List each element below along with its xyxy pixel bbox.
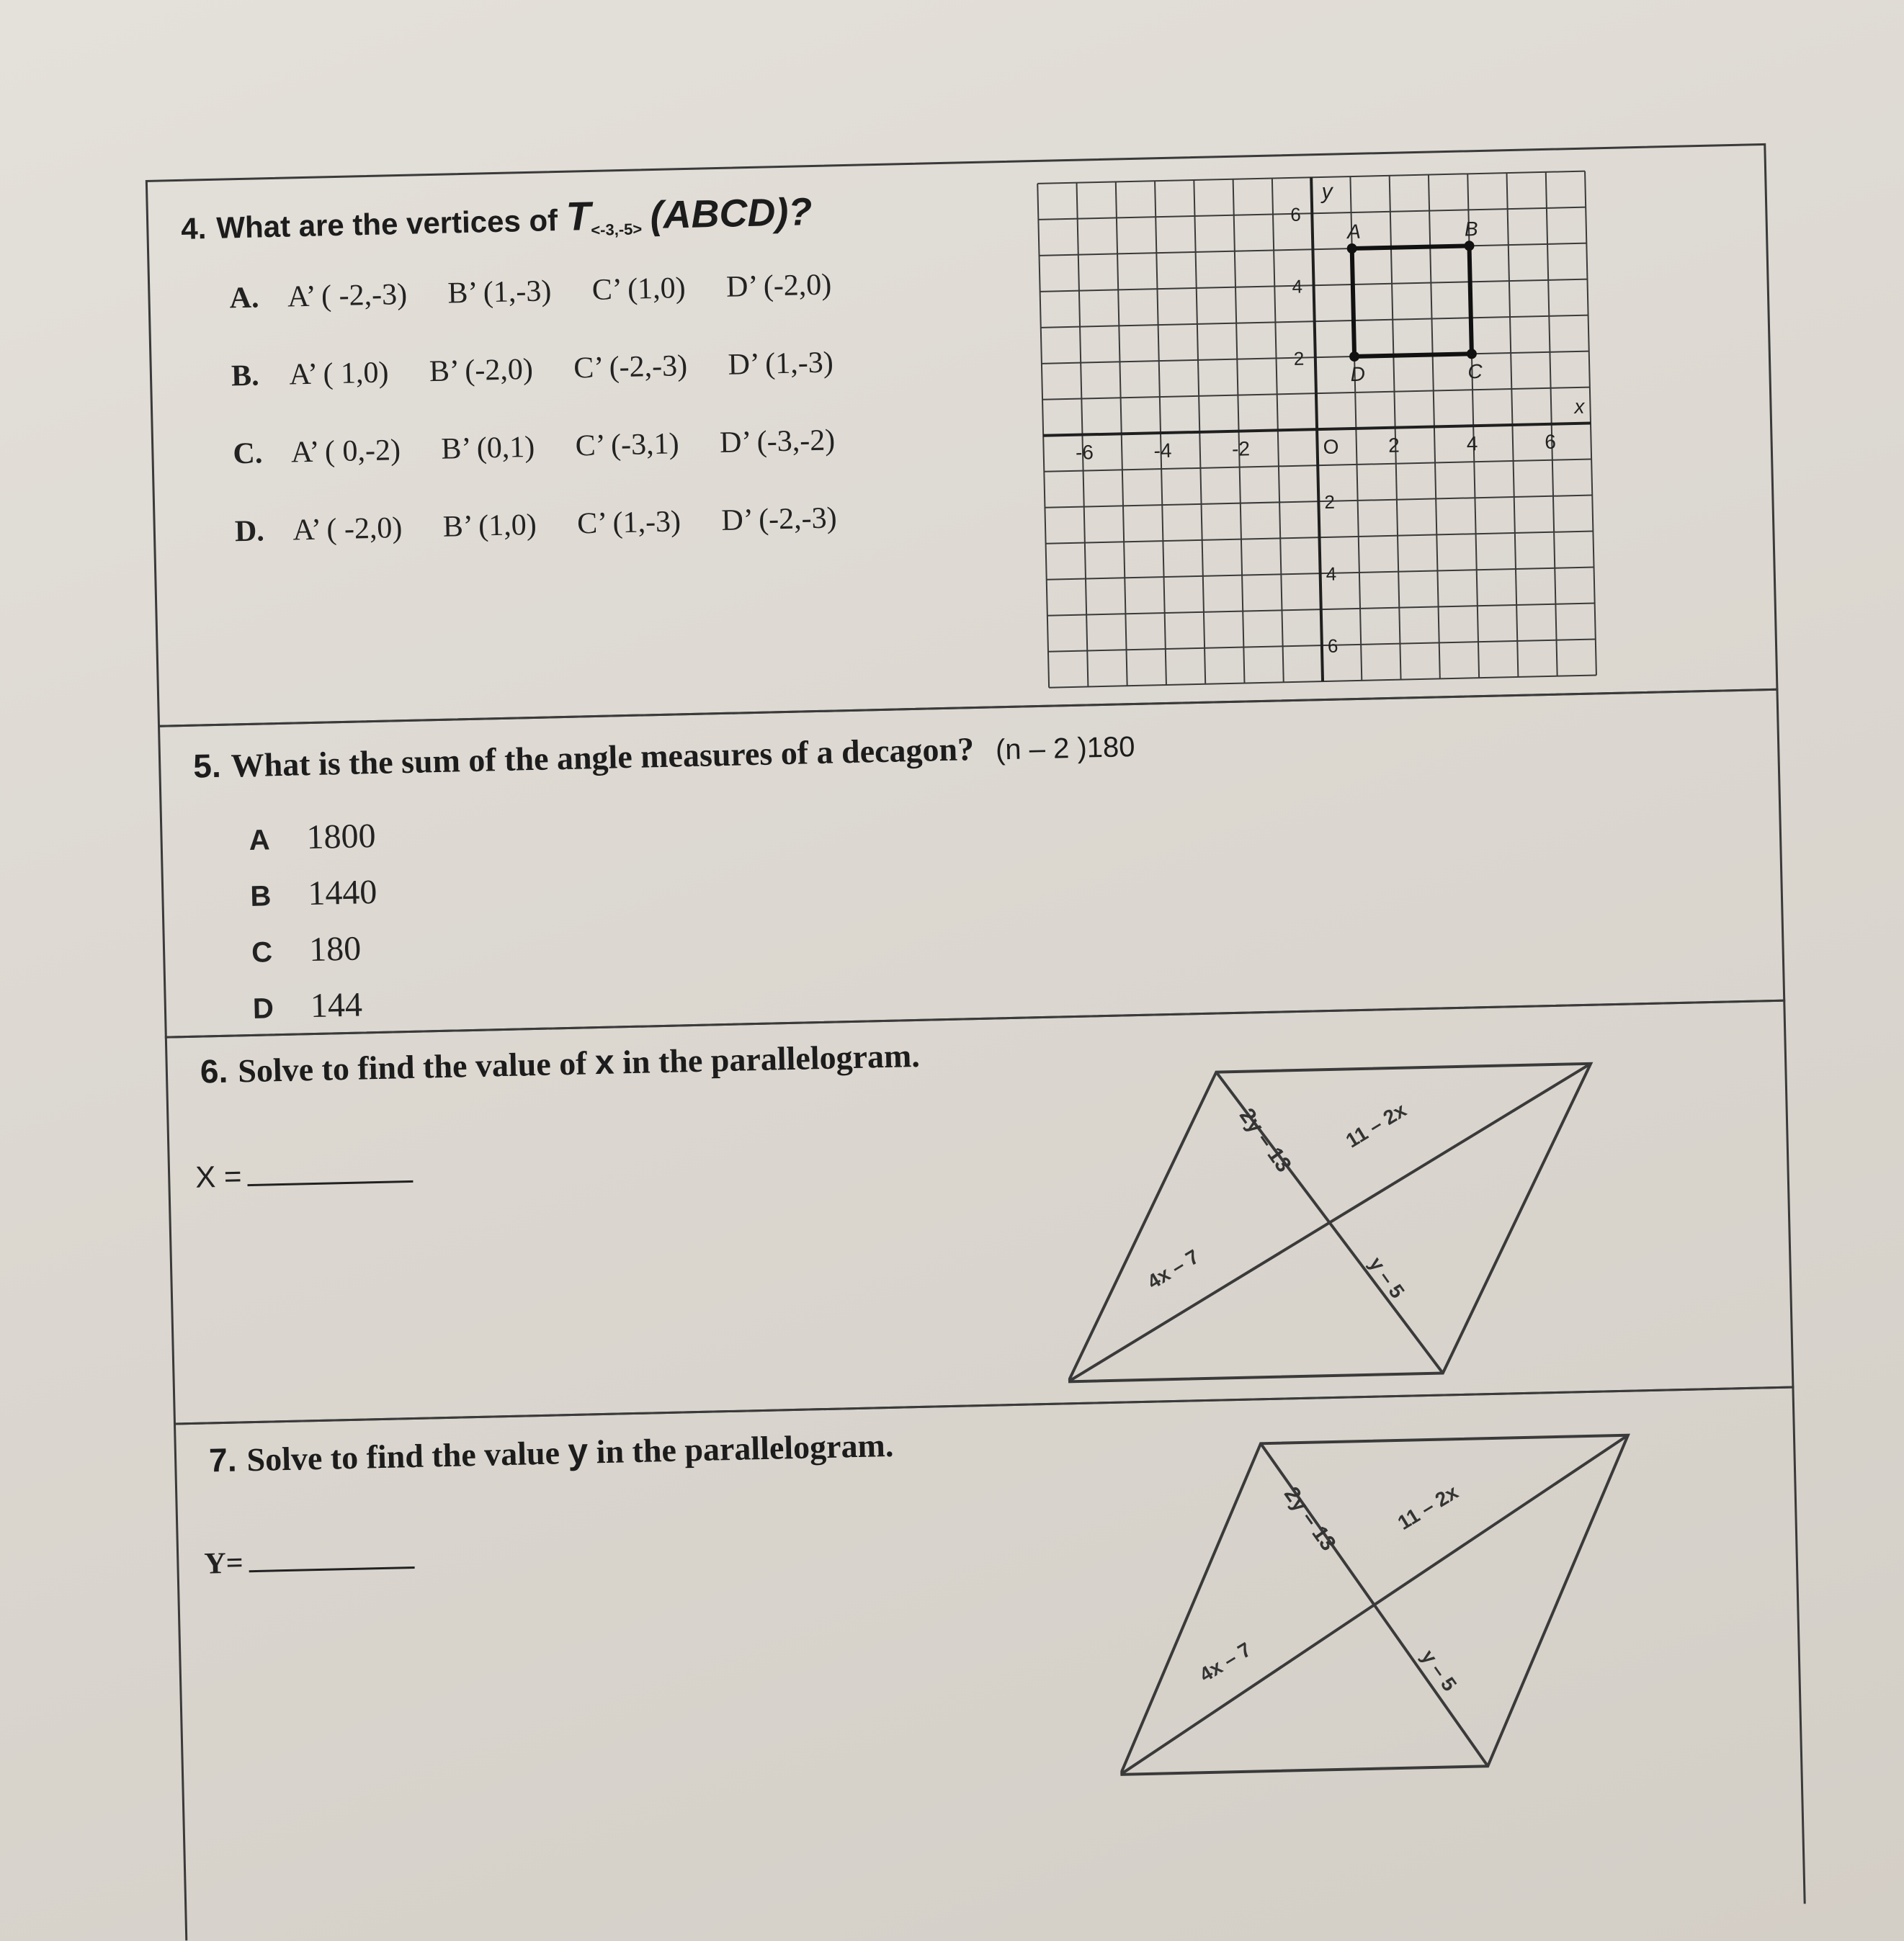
option-letter: D. (234, 514, 265, 549)
vertex-label-d: D (1350, 362, 1366, 386)
vertex-point-b (1464, 241, 1474, 251)
question-4-title (181, 187, 813, 249)
option-value: A’ ( -2,-3) (287, 277, 408, 314)
vertex-label-b: B (1464, 218, 1479, 241)
worksheet (144, 86, 1806, 1940)
option-letter: C. (232, 436, 263, 471)
option-letter: A (249, 824, 271, 856)
question-number: 5. (192, 746, 222, 785)
x-tick-label: 6 (1544, 430, 1557, 453)
question-5-title (193, 725, 1135, 786)
variable: x (594, 1043, 615, 1082)
parallelogram-diagram (1113, 1420, 1668, 1793)
option-a[interactable] (249, 816, 376, 859)
coordinate-grid (1030, 163, 1604, 695)
question-text: What is the sum of the angle measures of a decagon? (231, 730, 975, 784)
segment-label: 2y – 13 (1234, 1103, 1296, 1177)
x-tick-label: 4 (1466, 432, 1478, 455)
translation-symbol: T (565, 192, 591, 239)
option-value: C’ (-2,-3) (573, 349, 688, 385)
option-value: A’ ( 0,-2) (290, 434, 401, 470)
segment-label: y – 5 (1364, 1252, 1409, 1303)
question-5 (158, 689, 1785, 1039)
answer-label: X = (195, 1159, 242, 1194)
option-value: A’ ( 1,0) (288, 356, 390, 392)
question-6 (165, 1000, 1795, 1425)
question-7 (174, 1386, 1806, 1940)
x-tick-label: O (1323, 435, 1339, 458)
option-value: 1440 (307, 872, 377, 913)
y-axis-label: y (1321, 179, 1333, 204)
variable: y (567, 1430, 589, 1472)
question-text: What are the vertices of (215, 203, 558, 245)
option-value: B’ (0,1) (440, 430, 535, 466)
y-tick-label: 6 (1327, 635, 1338, 657)
option-value: C’ (1,0) (591, 272, 687, 307)
question-4 (146, 143, 1779, 727)
option-value: D’ (-2,-3) (720, 501, 838, 537)
question-text: in the parallelogram. (596, 1426, 894, 1471)
segment-label: 11 – 2x (1393, 1480, 1462, 1534)
question-6-title (200, 1036, 920, 1092)
option-value: 144 (310, 985, 363, 1026)
question-number: 7. (208, 1440, 238, 1479)
question-7-title (208, 1423, 893, 1481)
figure-name: (ABCD)? (649, 190, 813, 238)
figure-abcd (1346, 218, 1483, 385)
option-d[interactable] (252, 985, 362, 1026)
question-text: Solve to find the value of (237, 1044, 588, 1090)
vertex-label-a: A (1346, 220, 1362, 243)
option-value: D’ (1,-3) (728, 346, 834, 382)
option-d[interactable] (234, 500, 870, 549)
segment-label: 4x – 7 (1195, 1638, 1256, 1687)
question-text: Solve to find the value (246, 1434, 560, 1479)
segment-label: 4x – 7 (1143, 1245, 1203, 1294)
answer-line-x[interactable] (195, 1155, 414, 1195)
y-tick-label: 6 (1290, 203, 1302, 225)
option-value: D’ (-2,0) (725, 268, 832, 304)
option-value: B’ (-2,0) (429, 352, 534, 389)
option-letter: B (249, 880, 272, 913)
answer-label: Y= (203, 1546, 244, 1581)
y-tick-label: 2 (1324, 490, 1336, 513)
option-value: C’ (-3,1) (575, 427, 680, 463)
question-number: 4. (180, 211, 207, 246)
option-value: A’ ( -2,0) (292, 511, 403, 547)
vertex-label-c: C (1467, 359, 1483, 383)
y-tick-label: 2 (1293, 347, 1305, 369)
segment-label: y – 5 (1416, 1645, 1462, 1695)
vertex-point-c (1467, 349, 1477, 359)
option-c[interactable] (233, 422, 869, 471)
x-tick-label: -2 (1231, 437, 1251, 460)
x-tick-label: -4 (1153, 439, 1172, 462)
question-number: 6. (200, 1052, 228, 1090)
translation-vector: <-3,-5> (591, 220, 643, 239)
option-letter: B. (231, 359, 260, 393)
segment-label: 11 – 2x (1341, 1098, 1411, 1152)
square-abcd (1352, 246, 1472, 357)
option-letter: D (252, 992, 274, 1025)
option-c[interactable] (251, 928, 362, 970)
y-tick-label: 4 (1326, 562, 1337, 585)
vertex-point-a (1347, 243, 1357, 254)
option-b[interactable] (231, 344, 867, 393)
option-a[interactable] (229, 266, 865, 315)
question-text: in the parallelogram. (622, 1036, 921, 1081)
answer-line-y[interactable] (204, 1542, 415, 1582)
vertex-point-d (1349, 351, 1359, 362)
answer-blank[interactable] (249, 1542, 415, 1572)
option-value: D’ (-3,-2) (719, 423, 836, 460)
option-letter: C (251, 936, 273, 969)
option-value: B’ (1,0) (442, 508, 537, 544)
x-axis-label: x (1574, 395, 1585, 418)
option-b[interactable] (250, 872, 377, 915)
option-value: 180 (308, 929, 362, 969)
x-tick-label: 2 (1387, 434, 1400, 457)
answer-blank[interactable] (247, 1156, 414, 1186)
option-value: 1800 (305, 816, 377, 857)
option-value: C’ (1,-3) (576, 505, 681, 541)
y-tick-label: 4 (1292, 275, 1303, 297)
x-tick-label: -6 (1075, 441, 1094, 464)
handwritten-formula: (n – 2 )180 (995, 731, 1135, 766)
segment-label: 2y – 13 (1279, 1482, 1341, 1556)
option-letter: A. (229, 281, 259, 315)
option-value: B’ (1,-3) (447, 274, 552, 310)
parallelogram-diagram (1060, 1034, 1616, 1392)
